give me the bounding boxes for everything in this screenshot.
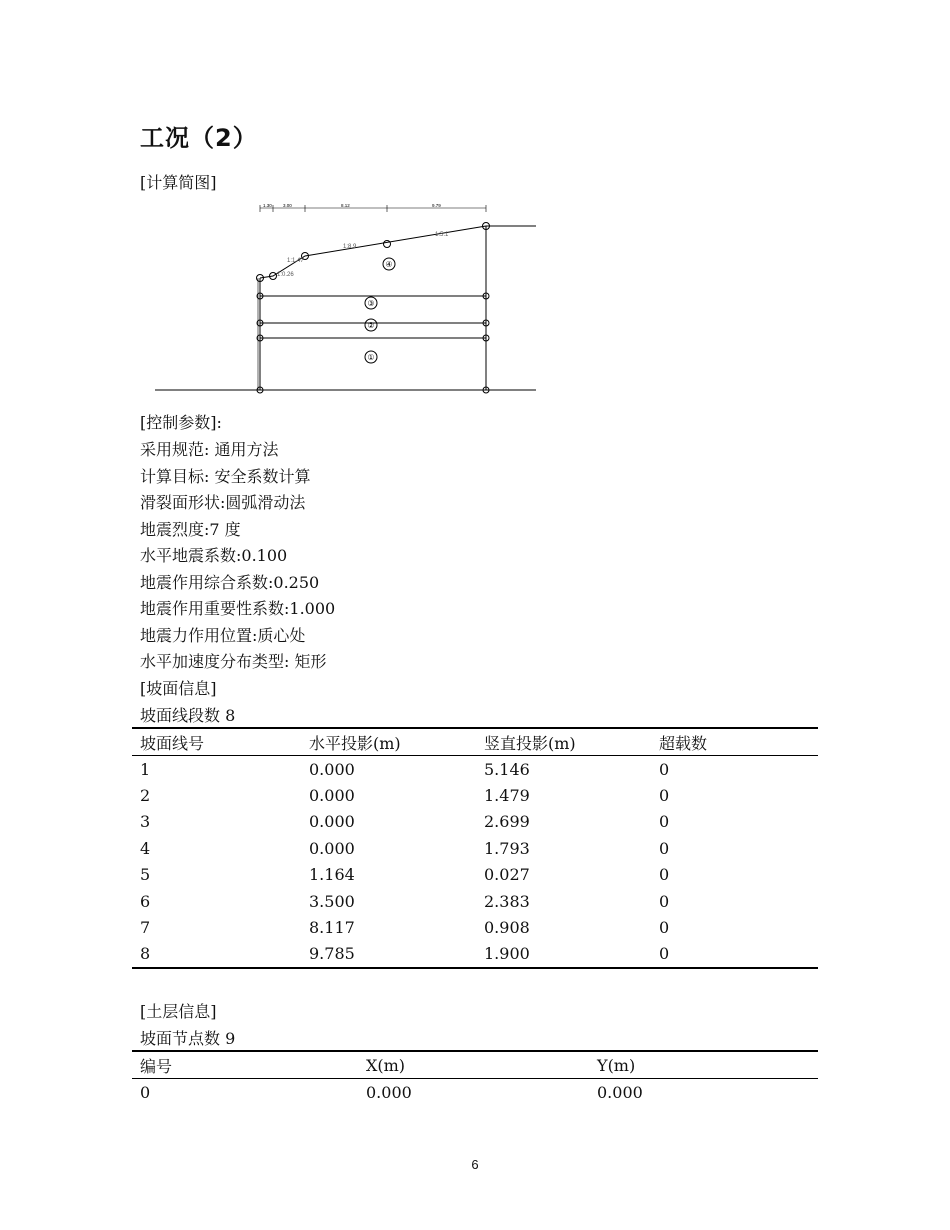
- slope-diagram: [155, 196, 540, 396]
- table-header-row: [132, 1051, 818, 1079]
- table-row: 7 8.117 0.908 0: [140, 918, 670, 938]
- slope-surface: [260, 226, 486, 278]
- layer-number: ④: [385, 260, 393, 269]
- slope-ratio-label: 1:0.26: [277, 272, 294, 278]
- slope-count-label: 坡面线段数 8: [140, 706, 236, 725]
- param-line: 水平加速度分布类型: 矩形: [140, 652, 327, 671]
- slope-heading: [坡面信息]: [140, 679, 217, 698]
- soil-heading: [土层信息]: [140, 1002, 217, 1021]
- column-header: 编号: [132, 1051, 358, 1079]
- layer-number: ①: [367, 353, 375, 362]
- dim-label: 8.12: [341, 203, 350, 208]
- section-title: 工况（2）: [140, 124, 258, 152]
- param-line: 地震烈度:7 度: [140, 520, 241, 539]
- node-count-label: 坡面节点数 9: [140, 1029, 236, 1048]
- param-line: 地震作用综合系数:0.250: [140, 573, 320, 592]
- layer-number: ②: [367, 321, 375, 330]
- dim-label: 3.00: [283, 203, 292, 208]
- param-line: 采用规范: 通用方法: [140, 440, 279, 459]
- param-line: 水平地震系数:0.100: [140, 546, 288, 565]
- node-table: [132, 1050, 818, 1105]
- table-row: 0 0.000 0.000: [140, 1082, 643, 1102]
- table-row: 4 0.000 1.793 0: [140, 838, 670, 858]
- table-row: 1 0.000 5.146 0: [140, 759, 670, 779]
- diagram-heading: [计算简图]: [140, 173, 217, 192]
- node-marker: [384, 241, 391, 248]
- slope-table: [132, 727, 818, 969]
- column-header: 竖直投影(m): [476, 728, 651, 756]
- column-header: Y(m): [589, 1051, 818, 1079]
- column-header: X(m): [358, 1051, 589, 1079]
- param-line: 地震作用重要性系数:1.000: [140, 599, 336, 618]
- page-number: 6: [471, 1157, 479, 1172]
- param-line: 地震力作用位置:质心处: [140, 626, 306, 645]
- table-row: 2 0.000 1.479 0: [140, 786, 670, 806]
- control-heading: [控制参数]:: [140, 413, 222, 432]
- table-row: 5 1.164 0.027 0: [140, 865, 670, 885]
- slope-ratio-label: 1:5.1: [435, 232, 449, 238]
- param-line: 计算目标: 安全系数计算: [140, 467, 311, 486]
- param-line: 滑裂面形状:圆弧滑动法: [140, 493, 306, 512]
- table-row: 6 3.500 2.383 0: [140, 891, 670, 911]
- table-row: 3 0.000 2.699 0: [140, 812, 670, 832]
- dim-label: 1.30: [263, 203, 272, 208]
- column-header: 坡面线号: [132, 728, 301, 756]
- column-header: 水平投影(m): [301, 728, 476, 756]
- column-header: 超载数: [651, 728, 818, 756]
- table-header-row: [132, 728, 818, 756]
- slope-ratio-label: 1:8.9: [343, 244, 357, 250]
- dim-label: 9.79: [432, 203, 441, 208]
- slope-ratio-label: 1:1.47: [287, 258, 304, 264]
- layer-number: ③: [367, 299, 375, 308]
- table-row: 8 9.785 1.900 0: [132, 941, 818, 968]
